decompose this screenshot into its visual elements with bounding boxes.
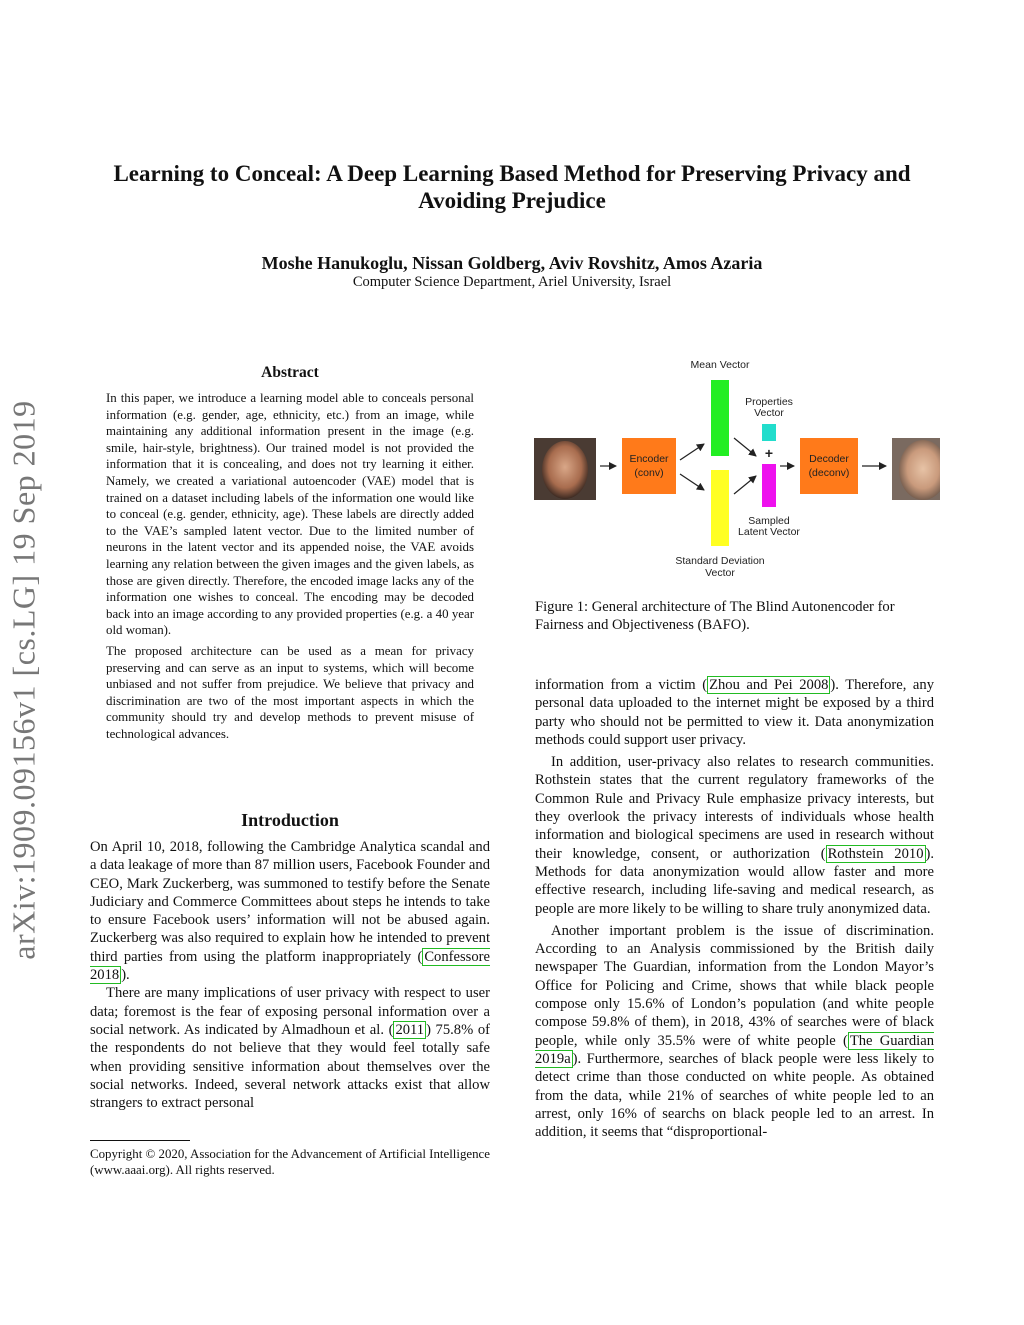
- affiliation: Computer Science Department, Ariel University, Israel: [352, 274, 672, 290]
- abstract-paragraph-2: The proposed architecture can be used as a mean for privacy preserving and can serve as an input to systems, which will become unbiased and not suffer from prejudice. We believe that privacy and discrimination are two of the most important aspects in which the community should try and develop methods to prevent misuse of technological advances.: [106, 643, 474, 741]
- arxiv-id: arXiv:1909.09156v1 [cs.LG] 19 Sep 2019: [5, 400, 42, 960]
- introduction-body: [90, 838, 490, 1112]
- right-paragraph-1: [535, 676, 934, 749]
- right-p3-text-b: ). Furthermore, searches of black people were less likely to detect crime than those conducted on white people. As obtained from the data, while 21% of searches of white people led to an arrest, only 16% of searchs on black people led to an arrest. In addition, it seems that “disproportional-: [535, 1050, 934, 1141]
- properties-vector-box: [762, 424, 776, 441]
- arrow-mean-to-sum: [734, 438, 756, 456]
- right-column-body: [535, 676, 934, 1141]
- encoder-label-1: Encoder: [629, 453, 669, 465]
- copyright-footnote: Copyright © 2020, Association for the Advancement of Artificial Intelligence (www.aaai.org). All rights reserved.: [90, 1147, 490, 1177]
- introduction-heading: Introduction: [241, 810, 339, 830]
- mean-vector-label: Mean Vector: [690, 359, 750, 371]
- std-vector-label-2: Vector: [705, 567, 735, 579]
- abstract-body: [106, 390, 474, 746]
- properties-label-2: Vector: [754, 407, 784, 419]
- right-p3-text-a: Another important problem is the issue of discrimination. According to an Analysis commissioned by the British daily newspaper The Guardian, information from the London Mayor’s Office for Policing and Crime, shows that while black people compose only 15.6% of London’s population (and white people compose 59.8% of them), in 2018, 43% of searches were of black people, while only 35.5% were of white people (: [535, 922, 934, 1049]
- std-vector-label-1: Standard Deviation: [675, 555, 765, 567]
- citation-link-confessore[interactable]: Confessore 2018: [90, 948, 490, 984]
- right-paragraph-3: [535, 922, 934, 1142]
- properties-label-1: Properties: [745, 396, 793, 408]
- plus-sign: +: [764, 445, 774, 461]
- intro-p2-text-b: ) 75.8% of the respondents do not believe that they would feel totally safe when providing sensitive information about themselves over the social networks. Indeed, several network attacks exist that allow strangers to extract personal: [90, 1021, 490, 1112]
- sampled-label-1: Sampled: [748, 515, 790, 527]
- intro-p1-text-a: On April 10, 2018, following the Cambridge Analytica scandal and a data leakage of more than 87 million users, Facebook Founder and CEO, Mark Zuckerberg, was summoned to testify before the Senate Judiciary and Commerce Committees about steps he intends to take to ensure Facebook users’ information will not be abused again. Zuckerberg was also required to explain how he intended to prevent third parties from using the platform inappropriately (: [90, 839, 490, 965]
- intro-paragraph-1: [90, 838, 490, 984]
- footnote-rule: [90, 1140, 190, 1141]
- citation-link-almadhoun[interactable]: 2011: [395, 1021, 425, 1038]
- decoder-label-2: (deconv): [808, 467, 850, 479]
- arrow-encoder-to-mean: [680, 444, 704, 460]
- std-vector-bar: [711, 470, 729, 546]
- right-p1-text-b: ). Therefore, any personal data uploaded to the internet might be exposed by a third party who should not be permitted to view it. Data anonymization methods could support user privacy.: [535, 677, 934, 748]
- sampled-latent-vector-bar: [762, 464, 776, 507]
- encoder-box: [622, 438, 676, 494]
- sampled-label-2: Latent Vector: [738, 526, 800, 538]
- abstract-heading: Abstract: [261, 364, 319, 381]
- mean-vector-bar: [711, 380, 729, 456]
- figure-caption: Figure 1: General architecture of The Blind Autonencoder for Fairness and Objectiveness (BAFO).: [535, 599, 895, 633]
- decoder-box: [800, 438, 858, 494]
- right-p1-text-a: information from a victim (: [535, 677, 708, 693]
- title-line-2: Avoiding Prejudice: [418, 188, 606, 213]
- citation-link-zhou-pei[interactable]: Zhou and Pei 2008: [709, 677, 829, 693]
- title-line-1: Learning to Conceal: A Deep Learning Based Method for Preserving Privacy and: [113, 161, 911, 186]
- intro-p2-text-a: There are many implications of user privacy with respect to user data; foremost is the fear of exposing personal information over a social network. As indicated by Almadhoun et al. (: [90, 985, 490, 1038]
- arrow-encoder-to-std: [680, 474, 704, 490]
- decoder-label-1: Decoder: [809, 453, 849, 465]
- right-paragraph-2: [535, 753, 934, 918]
- intro-paragraph-2: [90, 984, 490, 1112]
- encoder-label-2: (conv): [634, 467, 664, 479]
- paper-title: [80, 160, 944, 214]
- abstract-paragraph-1: In this paper, we introduce a learning model able to conceals personal information (e.g. gender, age, ethnicity, etc.) from an image, while maintaining any additional information present in the image (e.g. smile, hair-style, brightness). Our trained model is not provided the information that it is concealing, and does not try learning it either. Namely, we created a variational autoencoder (VAE) model that is trained on a dataset including labels of the information one would like to conceal (e.g. gender, ethnicity, age). These labels are directly added to the VAE’s sampled latent vector. Due to the limited number of neurons in the latent vector and its appended noise, the VAE avoids learning any relation between the given images and the given labels, as those are given directly. Therefore, the encoded image lacks any of the information one wishes to conceal. The encoding may be decoded back into an image according to any provided properties (e.g. a 40 year old woman).: [106, 391, 474, 638]
- architecture-figure: [530, 352, 940, 592]
- citation-link-rothstein[interactable]: Rothstein 2010: [827, 845, 924, 862]
- arrow-std-to-sum: [734, 476, 756, 494]
- citation-link-guardian[interactable]: The Guardian 2019a: [535, 1032, 934, 1067]
- right-p2-text-b: ). Methods for data anonymization would allow faster and more effective research, including life-saving and medical research, as people are more likely to be willing to share truly anonymized data.: [535, 845, 935, 917]
- input-face-shape: [542, 441, 588, 499]
- author-list: Moshe Hanukoglu, Nissan Goldberg, Aviv Rovshitz, Amos Azaria: [261, 253, 763, 273]
- intro-p1-text-b: ).: [121, 967, 130, 984]
- arxiv-sidebar-stamp: [4, 400, 44, 960]
- right-p2-text-a: In addition, user-privacy also relates to research communities. Rothstein states that the current regulatory frameworks of the Common Rule and Privacy Rule emphasize privacy interests, but they overlook the privacy interests of individuals whose health information and biological specimens are used in research without their knowledge, consent, or authorization (: [535, 754, 934, 862]
